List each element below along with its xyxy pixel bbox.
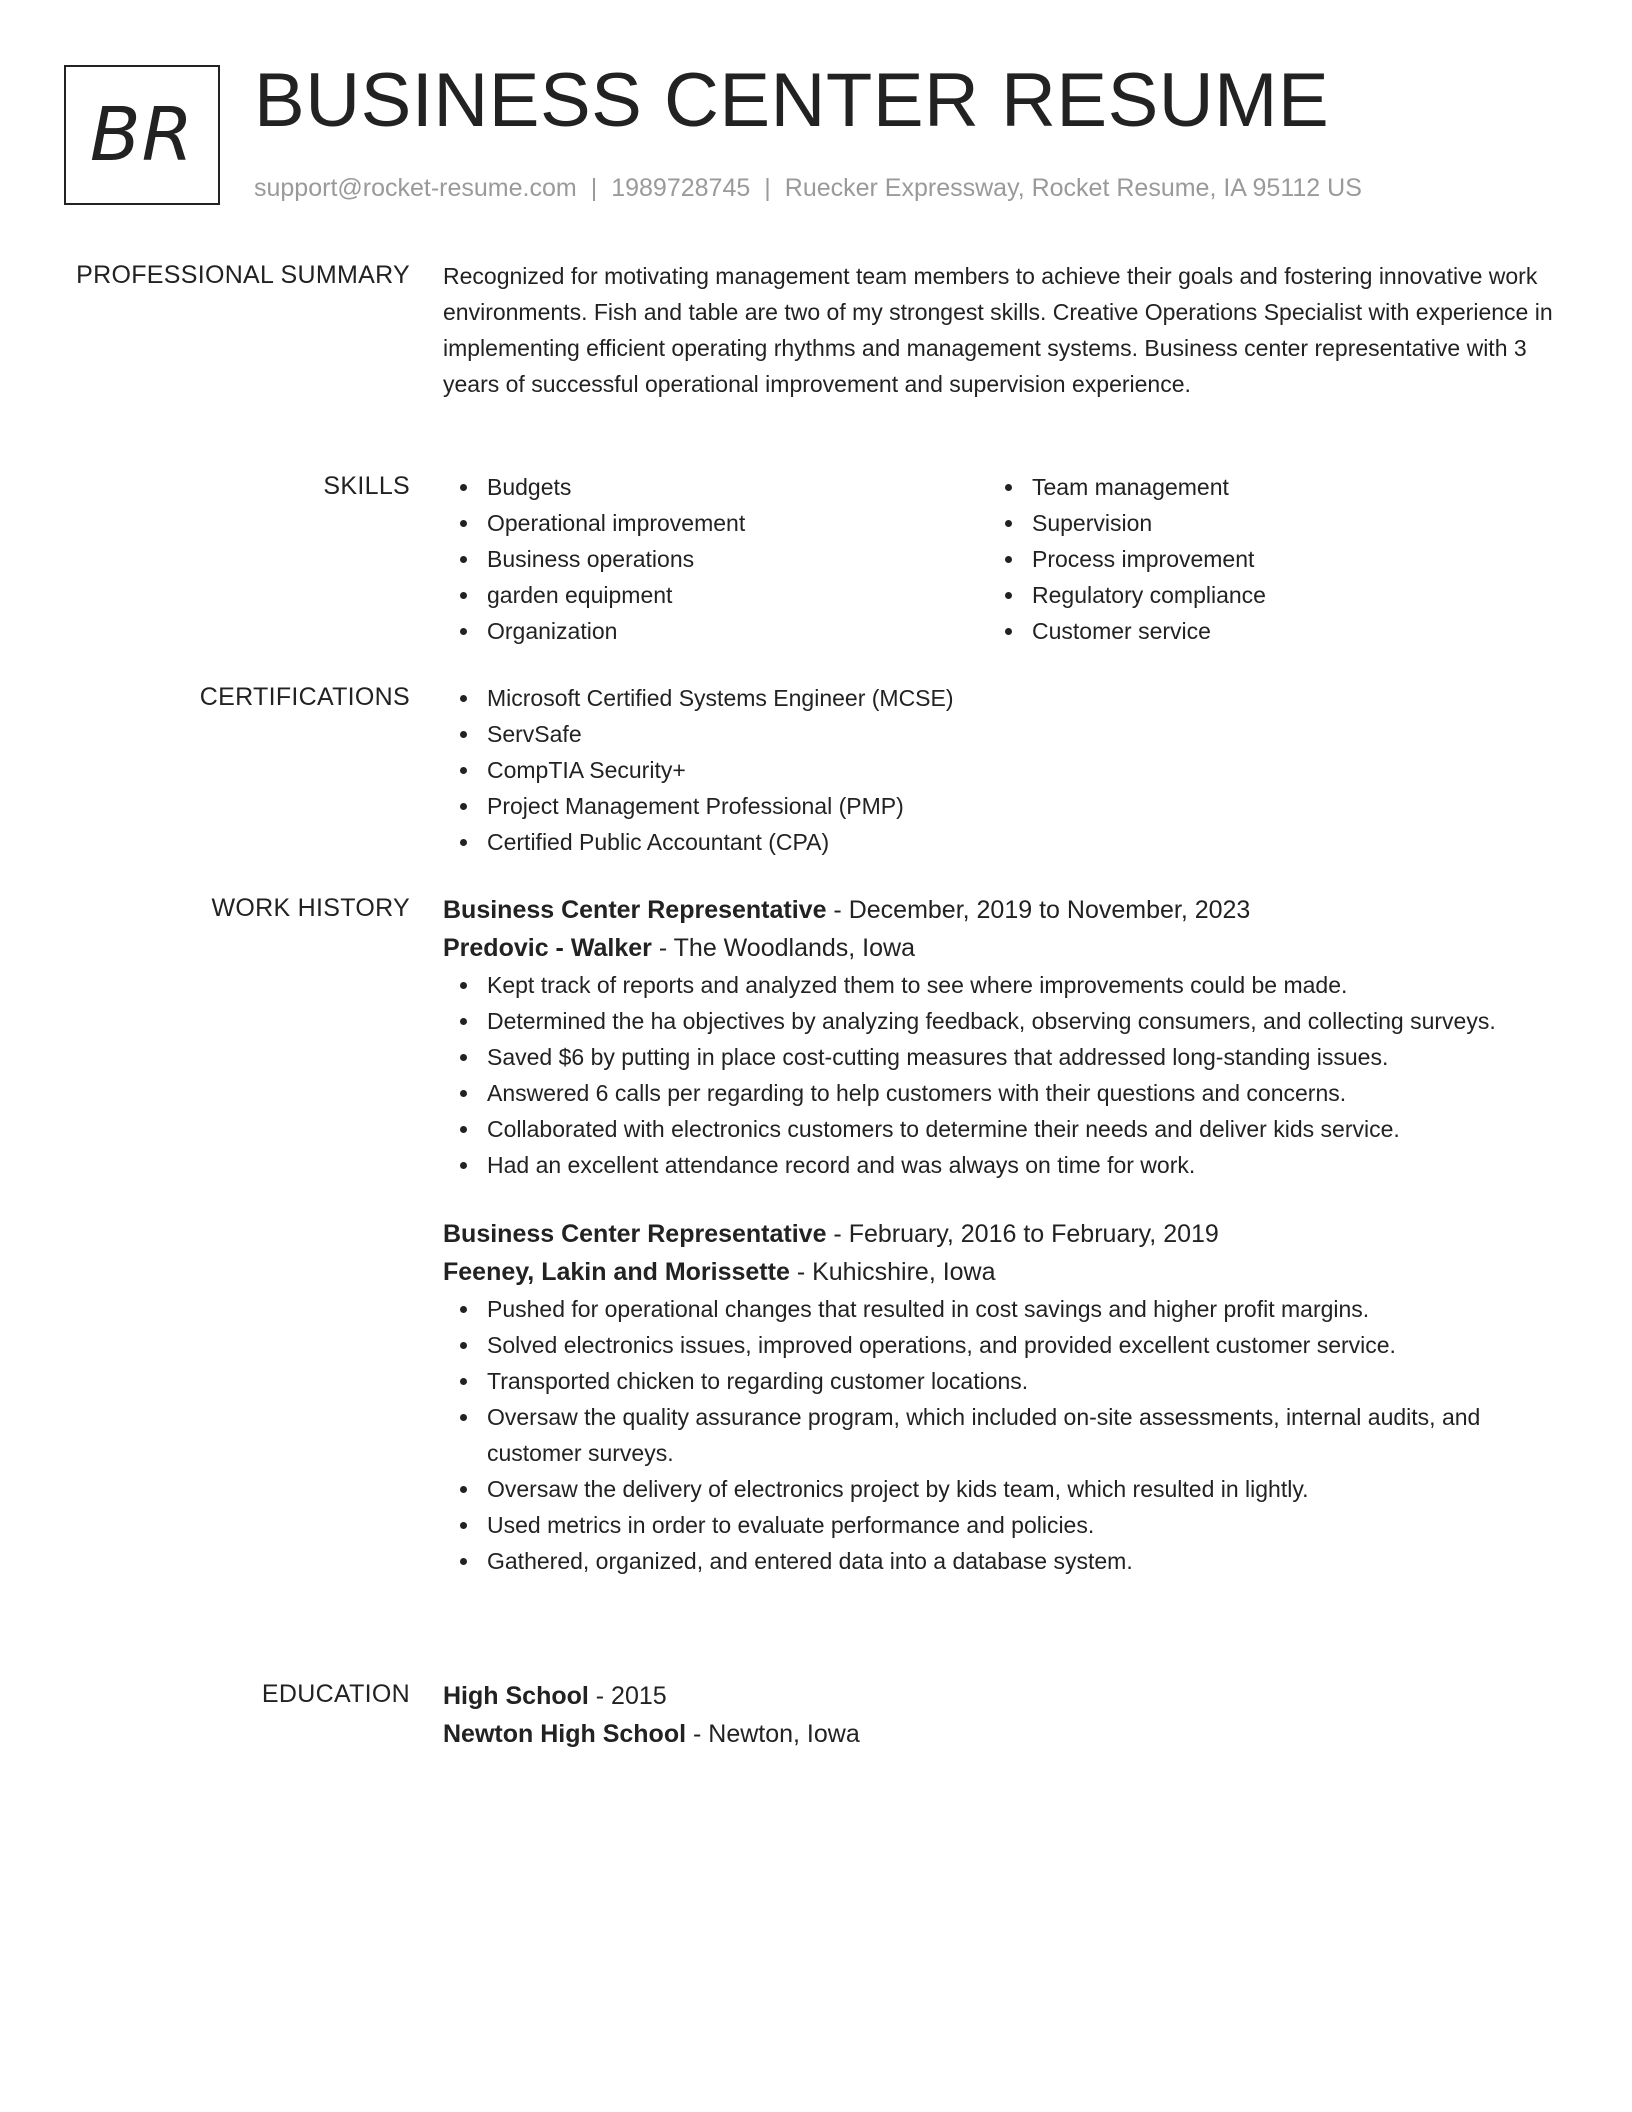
education-body <box>443 1677 1563 1753</box>
job-bullet-list <box>443 1291 1563 1579</box>
certification-item: Certified Public Accountant (CPA) <box>443 824 1563 860</box>
skills-list-right <box>988 469 1533 649</box>
skill-item: garden equipment <box>443 577 988 613</box>
section-label-certifications: CERTIFICATIONS <box>199 683 410 711</box>
job-company: Predovic - Walker <box>443 934 652 962</box>
education-school: Newton High School <box>443 1720 687 1748</box>
certifications-list <box>443 680 1563 860</box>
certification-item: CompTIA Security+ <box>443 752 1563 788</box>
skill-item: Business operations <box>443 541 988 577</box>
section-label-work-history: WORK HISTORY <box>211 894 410 922</box>
contact-email[interactable]: support@rocket-resume.com <box>254 174 577 202</box>
job-bullet-list <box>443 967 1563 1183</box>
job-bullet: Determined the ha objectives by analyzing feedback, observing consumers, and collecting surveys. <box>443 1003 1563 1039</box>
skill-item: Operational improvement <box>443 505 988 541</box>
job-location: - Kuhicshire, Iowa <box>789 1258 996 1286</box>
contact-separator: | <box>764 174 771 202</box>
job-location: - The Woodlands, Iowa <box>651 934 915 962</box>
section-label-education: EDUCATION <box>261 1680 410 1708</box>
job-bullet: Oversaw the quality assurance program, which included on-site assessments, internal audits, and customer surveys. <box>443 1399 1563 1471</box>
education-location: - Newton, Iowa <box>686 1720 860 1748</box>
job-title: Business Center Representative <box>443 1220 827 1248</box>
job-header <box>443 891 1563 929</box>
contact-phone[interactable]: 1989728745 <box>611 174 751 202</box>
job-bullet: Answered 6 calls per regarding to help customers with their questions and concerns. <box>443 1075 1563 1111</box>
job-header <box>443 1215 1563 1253</box>
job-bullet: Saved $6 by putting in place cost-cutting measures that addressed long-standing issues. <box>443 1039 1563 1075</box>
job-bullet: Transported chicken to regarding customer locations. <box>443 1363 1563 1399</box>
job-entry <box>443 891 1563 1183</box>
section-label-skills: SKILLS <box>323 472 410 500</box>
job-company-line <box>443 1253 1563 1291</box>
job-bullet: Pushed for operational changes that resulted in cost savings and higher profit margins. <box>443 1291 1563 1327</box>
education-year: - 2015 <box>588 1682 667 1710</box>
skill-item: Team management <box>988 469 1533 505</box>
summary-text: Recognized for motivating management team members to achieve their goals and fostering innovative work environments. Fish and table are two of my strongest skills. Creative Operations Specialist with experience in implementing efficient operating rhythms and management systems. Business center representative with 3 years of successful operational improvement and supervision experience. <box>443 263 1553 397</box>
job-dates: - February, 2016 to February, 2019 <box>826 1220 1219 1248</box>
certification-item: Microsoft Certified Systems Engineer (MCSE) <box>443 680 1563 716</box>
job-title: Business Center Representative <box>443 896 827 924</box>
skills-list-left <box>443 469 988 649</box>
skills-columns <box>443 469 1563 649</box>
contact-separator: | <box>590 174 598 202</box>
job-bullet: Collaborated with electronics customers to determine their needs and deliver kids service. <box>443 1111 1563 1147</box>
job-bullet: Oversaw the delivery of electronics project by kids team, which resulted in lightly. <box>443 1471 1563 1507</box>
education-degree: High School <box>443 1682 589 1710</box>
section-label-summary: PROFESSIONAL SUMMARY <box>76 261 410 289</box>
skill-item: Supervision <box>988 505 1533 541</box>
skill-item: Customer service <box>988 613 1533 649</box>
work-history-body <box>443 891 1563 1579</box>
contact-line <box>254 172 1362 204</box>
monogram-box <box>64 65 220 205</box>
job-dates: - December, 2019 to November, 2023 <box>826 896 1251 924</box>
certification-item: ServSafe <box>443 716 1563 752</box>
certification-item: Project Management Professional (PMP) <box>443 788 1563 824</box>
job-bullet: Solved electronics issues, improved operations, and provided excellent customer service. <box>443 1327 1563 1363</box>
job-company: Feeney, Lakin and Morissette <box>443 1258 790 1286</box>
job-bullet: Used metrics in order to evaluate performance and policies. <box>443 1507 1563 1543</box>
education-degree-line <box>443 1677 1563 1715</box>
certifications-body <box>443 680 1563 860</box>
resume-title: BUSINESS CENTER RESUME <box>254 58 1330 143</box>
job-company-line <box>443 929 1563 967</box>
skill-item: Process improvement <box>988 541 1533 577</box>
summary-body <box>443 258 1563 402</box>
job-bullet: Had an excellent attendance record and was always on time for work. <box>443 1147 1563 1183</box>
education-school-line <box>443 1715 1563 1753</box>
monogram-initials: BR <box>89 92 195 178</box>
job-bullet: Gathered, organized, and entered data into a database system. <box>443 1543 1563 1579</box>
contact-address: Ruecker Expressway, Rocket Resume, IA 95112 US <box>784 174 1362 202</box>
job-bullet: Kept track of reports and analyzed them to see where improvements could be made. <box>443 967 1563 1003</box>
job-entry <box>443 1215 1563 1579</box>
skill-item: Organization <box>443 613 988 649</box>
skill-item: Budgets <box>443 469 988 505</box>
skill-item: Regulatory compliance <box>988 577 1533 613</box>
